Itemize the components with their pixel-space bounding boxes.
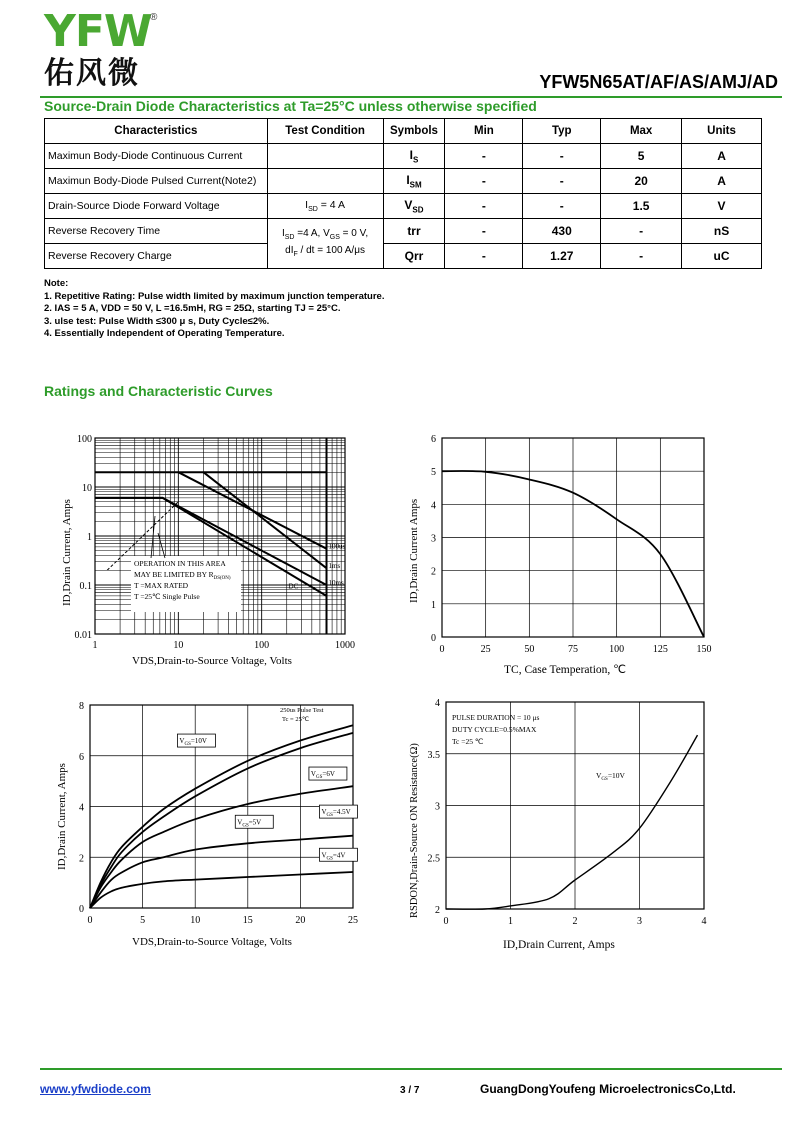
series-label: $V_{GS}=5V$ [237,818,262,829]
chart-on-resistance [400,690,730,955]
y-axis-label: ID,Drain Current, Amps [61,499,73,606]
col-header: Typ [523,119,601,144]
x-tick-label: 5 [140,915,146,926]
x-tick-label: 75 [568,644,578,655]
part-number: YFW5N65AT/AF/AS/AMJ/AD [539,72,778,92]
y-tick-label: 5 [431,467,436,479]
y-tick-label: 2.5 [427,853,440,865]
x-tick-label: 10 [190,915,201,926]
cell-unit: A [682,169,762,194]
x-tick-label: 100 [609,644,625,655]
cell-typ: - [523,169,601,194]
x-axis-label: VDS,Drain-to-Source Voltage, Volts [132,655,292,667]
notes-title: Note: [44,278,69,289]
x-tick-label: 0 [443,916,449,927]
chart-output-characteristics [40,695,380,955]
cell-min: - [445,244,523,269]
y-tick-label: 3 [431,533,436,545]
cell-typ: 430 [523,219,601,244]
company-name: GuangDongYoufeng MicroelectronicsCo,Ltd. [480,1082,736,1096]
x-tick-label: 4 [701,916,707,927]
cell-characteristic: Reverse Recovery Time [45,219,268,244]
x-tick-label: 10 [173,640,184,651]
annotation-text: T =25℃ Single Pulse [134,592,200,601]
annotation-text: MAY BE LIMITED BY $R_{DS(ON)}$ [134,570,231,581]
series-line [90,872,353,908]
note-item: 4. Essentially Independent of Operating Temperature. [44,328,285,339]
col-header: Test Condition [267,119,383,144]
cell-condition [267,144,383,169]
col-header: Units [682,119,762,144]
y-tick-label: 4 [431,500,436,512]
series-line [90,733,353,908]
y-tick-label: 3.5 [427,749,440,761]
cell-characteristic: Maximun Body-Diode Pulsed Current(Note2) [45,169,268,194]
x-tick-label: 150 [696,644,712,655]
table-row [45,219,762,244]
table-row [45,144,762,169]
x-tick-label: 20 [295,915,306,926]
series-label: $V_{GS}=10V$ [596,771,625,782]
series-line [446,735,698,909]
website-link[interactable]: www.yfwdiode.com [40,1082,151,1096]
company-logo [44,6,164,92]
soa-series-label: 100us [328,542,346,551]
annotation-text: Tc = 25℃ [282,716,310,723]
soa-svg [40,428,380,678]
y-tick-label: 0.1 [79,581,92,592]
x-tick-label: 1 [508,916,513,927]
soa-series-label: DC [288,582,299,591]
cell-condition [267,169,383,194]
annotation-text: 250us Pulse Test [280,707,324,714]
y-tick-label: 6 [79,751,84,763]
x-axis-label: ID,Drain Current, Amps [503,939,615,951]
col-header: Min [445,119,523,144]
diode-characteristics-table [44,118,762,269]
y-axis-label: ID,Drain Current Amps [408,498,420,603]
logo-chinese-name: 佑风微 [44,56,140,91]
series-line [90,725,353,908]
y-axis-label: ID,Drain Current, Amps [56,763,68,870]
x-tick-label: 2 [572,916,578,927]
col-header: Max [601,119,682,144]
soa-series-label: 1ms [328,562,341,571]
cell-max: - [601,219,682,244]
cell-min: - [445,169,523,194]
page-number: 3 / 7 [400,1085,420,1096]
cell-unit: nS [682,219,762,244]
logo-registered-mark: ® [150,12,158,23]
y-tick-label: 4 [435,698,440,709]
y-tick-label: 0 [431,633,436,644]
series-label: $V_{GS}=4.5V$ [321,808,351,819]
chart-safe-operating-area [40,428,380,678]
cell-min: - [445,194,523,219]
chart-current-derating [400,428,720,683]
x-axis-label: VDS,Drain-to-Source Voltage, Volts [132,936,292,948]
note-item: 1. Repetitive Rating: Pulse width limited by maximum junction temperature. [44,290,385,302]
cell-characteristic: Maximun Body-Diode Continuous Current [45,144,268,169]
cell-symbol: $I_{SM}$ [383,169,445,194]
x-tick-label: 25 [348,915,358,926]
series-line [90,836,353,908]
series-label: $V_{GS}=4V$ [321,851,346,862]
annotation-text: T =MAX RATED [134,581,189,590]
cell-symbol: Qrr [383,244,445,269]
annotation-arrow [158,533,165,558]
cell-symbol: $V_{SD}$ [383,194,445,219]
section-title-curves: Ratings and Characteristic Curves [44,383,273,399]
table-row [45,194,762,219]
cell-min: - [445,219,523,244]
annotation-text: OPERATION IN THIS AREA [134,559,226,568]
table-row [45,169,762,194]
cell-max: 5 [601,144,682,169]
annotation-text: PULSE DURATION = 10 μs [452,713,540,722]
y-tick-label: 2 [435,905,440,916]
x-axis-label: TC, Case Temperation, ℃ [504,664,627,676]
footer-url[interactable] [40,1082,151,1096]
section-title-diode: Source-Drain Diode Characteristics at Ta=25°C unless otherwise specified [44,98,537,114]
y-axis-label: RSDON,Drain-Source ON Resistance(Ω) [409,743,420,918]
cell-unit: uC [682,244,762,269]
note-item: 3. ulse test: Pulse Width ≤300 μ s, Duty Cycle≤2%. [44,315,270,327]
note-item: 2. IAS = 5 A, VDD = 50 V, L =16.5mH, RG = 25Ω, starting TJ = 25°C. [44,303,341,314]
soa-series-label: 10ms [328,579,344,587]
cell-unit: A [682,144,762,169]
cell-characteristic: Reverse Recovery Charge [45,244,268,269]
x-tick-label: 100 [254,640,270,651]
cell-max: 1.5 [601,194,682,219]
x-tick-label: 3 [637,916,642,927]
x-tick-label: 0 [439,644,445,655]
y-tick-label: 4 [79,802,84,814]
annotation-text: Tc =25 ℃ [452,737,484,746]
x-tick-label: 125 [652,644,668,655]
cell-characteristic: Drain-Source Diode Forward Voltage [45,194,268,219]
col-header: Symbols [383,119,445,144]
col-header: Characteristics [45,119,268,144]
y-tick-label: 6 [431,434,436,445]
y-tick-label: 2 [79,853,84,865]
y-tick-label: 8 [79,701,84,712]
y-tick-label: 2 [431,566,436,578]
y-tick-label: 1 [87,532,92,543]
x-tick-label: 25 [480,644,491,655]
y-tick-label: 0 [79,904,84,915]
cell-max: 20 [601,169,682,194]
cell-condition-merged: $I_{SD} =4$ A, $V_{GS} = 0$ V, $dI_F$ / dt = 100 A/μs [267,219,383,269]
cell-symbol: trr [383,219,445,244]
y-tick-label: 3 [435,801,440,813]
y-tick-label: 1 [431,599,436,611]
table-row [45,244,762,269]
series-label: $V_{GS}=6V$ [310,770,335,781]
series-label: $V_{GS}=10V$ [179,737,207,748]
cell-symbol: $I_S$ [383,144,445,169]
cell-typ: - [523,144,601,169]
y-tick-label: 100 [77,434,92,445]
y-tick-label: 10 [82,483,92,494]
cell-typ: - [523,194,601,219]
cell-min: - [445,144,523,169]
x-tick-label: 0 [87,915,93,926]
footer-divider [40,1068,782,1070]
x-tick-label: 1000 [335,640,355,651]
annotation-text: DUTY CYCLE=0.5%MAX [452,725,537,734]
cell-max: - [601,244,682,269]
x-tick-label: 15 [242,915,253,926]
x-tick-label: 1 [92,640,98,651]
cell-unit: V [682,194,762,219]
table-header-row [45,119,762,144]
cell-condition: $I_{SD} = 4$ A [267,194,383,219]
cell-typ: 1.27 [523,244,601,269]
notes-block [44,278,384,341]
y-tick-label: 0.01 [74,630,92,641]
logo-text: YFW [44,6,152,57]
x-tick-label: 50 [524,644,535,655]
series-line [90,786,353,908]
